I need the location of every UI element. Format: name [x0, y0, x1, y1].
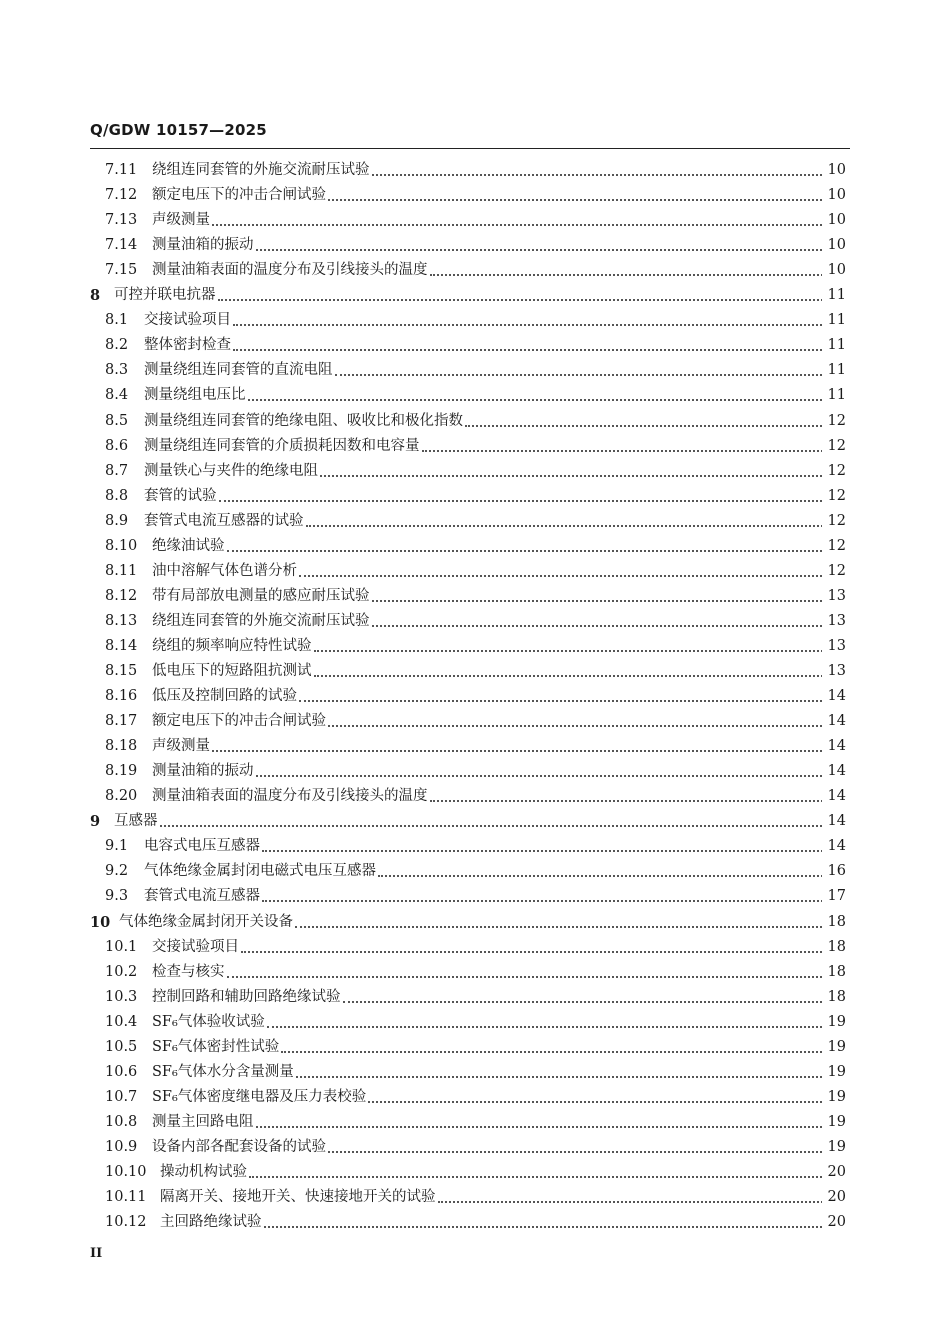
toc-entry-number: 8.11: [105, 562, 138, 579]
toc-leader-dots: [233, 349, 826, 351]
toc-entry-title: 测量油箱表面的温度分布及引线接头的温度: [152, 258, 430, 283]
toc-entry-number: 8.4: [105, 387, 129, 404]
toc-entry-number: 10.9: [105, 1138, 138, 1155]
toc-entry[interactable]: [0, 809, 950, 834]
toc-entry-page: 14: [822, 759, 846, 784]
toc-entry-page: 20: [822, 1160, 846, 1185]
toc-leader-dots: [227, 976, 826, 978]
toc-entry-number: 7.13: [105, 212, 138, 229]
toc-entry-title: 绕组连同套管的外施交流耐压试验: [152, 158, 372, 183]
toc-entry-title: 气体绝缘金属封闭电磁式电压互感器: [144, 859, 378, 884]
toc-entry-title: 低压及控制回路的试验: [152, 684, 299, 709]
toc-entry[interactable]: [0, 1035, 950, 1060]
toc-entry-title: 主回路绝缘试验: [160, 1210, 264, 1235]
document-code: Q/GDW 10157—2025: [90, 121, 267, 139]
toc-entry[interactable]: [0, 659, 950, 684]
toc-entry-number: 9.3: [105, 888, 129, 905]
toc-entry[interactable]: [0, 208, 950, 233]
toc-entry-page: 12: [822, 434, 846, 459]
toc-leader-dots: [212, 224, 826, 226]
toc-entry-page: 18: [822, 935, 846, 960]
toc-entry-number: 8.8: [105, 487, 129, 504]
toc-entry[interactable]: [0, 859, 950, 884]
toc-entry-page: 12: [822, 559, 846, 584]
toc-leader-dots: [256, 775, 826, 777]
toc-entry-page: 14: [822, 784, 846, 809]
toc-entry-title: 额定电压下的冲击合闸试验: [152, 183, 328, 208]
toc-entry-number: 8.18: [105, 738, 138, 755]
toc-leader-dots: [233, 324, 826, 326]
toc-leader-dots: [465, 425, 826, 427]
toc-entry-page: 16: [822, 859, 846, 884]
toc-leader-dots: [281, 1051, 826, 1053]
toc-entry-title: 操动机构试验: [160, 1160, 249, 1185]
toc-entry-page: 14: [822, 834, 846, 859]
toc-entry-page: 13: [822, 659, 846, 684]
toc-leader-dots: [219, 500, 826, 502]
toc-entry-page: 13: [822, 584, 846, 609]
toc-entry[interactable]: [0, 759, 950, 784]
toc-entry[interactable]: [0, 985, 950, 1010]
toc-entry-page: 10: [822, 233, 846, 258]
toc-entry-page: 11: [822, 308, 846, 333]
toc-entry[interactable]: [0, 734, 950, 759]
toc-entry[interactable]: [0, 1085, 950, 1110]
toc-leader-dots: [328, 1151, 826, 1153]
toc-entry-page: 20: [822, 1185, 846, 1210]
toc-entry-title: 套管的试验: [144, 484, 219, 509]
toc-entry-title: 气体绝缘金属封闭开关设备: [119, 910, 295, 935]
toc-leader-dots: [430, 800, 826, 802]
toc-leader-dots: [267, 1026, 826, 1028]
toc-entry-page: 11: [822, 358, 846, 383]
toc-entry-page: 12: [822, 509, 846, 534]
toc-leader-dots: [296, 1076, 826, 1078]
toc-entry-number: 10: [90, 913, 111, 931]
toc-entry-number: 8.3: [105, 362, 129, 379]
toc-entry[interactable]: [0, 634, 950, 659]
toc-leader-dots: [256, 1126, 826, 1128]
toc-entry-title: SF₆气体验收试验: [152, 1010, 267, 1035]
toc-entry-page: 10: [822, 183, 846, 208]
toc-entry-title: 低电压下的短路阻抗测试: [152, 659, 314, 684]
toc-leader-dots: [299, 700, 826, 702]
toc-entry-page: 19: [822, 1110, 846, 1135]
header-rule: [90, 148, 850, 149]
toc-leader-dots: [314, 675, 826, 677]
toc-entry-title: 测量绕组连同套管的绝缘电阻、吸收比和极化指数: [144, 409, 465, 434]
toc-entry-page: 19: [822, 1060, 846, 1085]
toc-entry[interactable]: [0, 358, 950, 383]
toc-entry-title: 整体密封检查: [144, 333, 233, 358]
toc-entry-title: 声级测量: [152, 734, 212, 759]
toc-entry-title: SF₆气体水分含量测量: [152, 1060, 296, 1085]
toc-entry-page: 18: [822, 960, 846, 985]
toc-leader-dots: [227, 550, 826, 552]
toc-entry[interactable]: [0, 709, 950, 734]
toc-entry-title: 测量绕组连同套管的直流电阻: [144, 358, 335, 383]
toc-entry-title: 互感器: [114, 809, 160, 834]
toc-entry-title: 额定电压下的冲击合闸试验: [152, 709, 328, 734]
toc-entry[interactable]: [0, 1135, 950, 1160]
toc-entry[interactable]: [0, 1060, 950, 1085]
toc-entry-number: 8.19: [105, 763, 138, 780]
toc-entry-number: 8.17: [105, 713, 138, 730]
toc-entry-title: 声级测量: [152, 208, 212, 233]
toc-leader-dots: [372, 174, 826, 176]
toc-entry[interactable]: [0, 308, 950, 333]
toc-entry-number: 8.7: [105, 462, 129, 479]
toc-entry[interactable]: [0, 484, 950, 509]
toc-entry-page: 11: [822, 333, 846, 358]
toc-leader-dots: [160, 825, 826, 827]
toc-entry[interactable]: [0, 884, 950, 909]
toc-entry-number: 8.14: [105, 637, 138, 654]
toc-entry[interactable]: [0, 283, 950, 308]
toc-entry-page: 18: [822, 985, 846, 1010]
toc-entry-number: 7.15: [105, 262, 138, 279]
toc-entry-title: 测量油箱表面的温度分布及引线接头的温度: [152, 784, 430, 809]
toc-entry-title: 测量油箱的振动: [152, 233, 256, 258]
toc-leader-dots: [328, 725, 826, 727]
toc-entry-page: 18: [822, 910, 846, 935]
toc-entry[interactable]: [0, 834, 950, 859]
toc-entry[interactable]: [0, 509, 950, 534]
toc-entry-title: 绕组的频率响应特性试验: [152, 634, 314, 659]
toc-entry-number: 7.14: [105, 237, 138, 254]
toc-leader-dots: [249, 1176, 826, 1178]
toc-entry-page: 19: [822, 1135, 846, 1160]
toc-entry-title: 交接试验项目: [152, 935, 241, 960]
toc-entry-title: 带有局部放电测量的感应耐压试验: [152, 584, 372, 609]
toc-entry-number: 10.6: [105, 1063, 138, 1080]
toc-entry[interactable]: [0, 784, 950, 809]
toc-entry-page: 12: [822, 484, 846, 509]
toc-entry-page: 12: [822, 409, 846, 434]
toc-leader-dots: [320, 475, 826, 477]
toc-entry[interactable]: [0, 609, 950, 634]
toc-entry-number: 10.4: [105, 1013, 138, 1030]
toc-entry-number: 10.7: [105, 1088, 138, 1105]
toc-entry-number: 8.13: [105, 612, 138, 629]
toc-leader-dots: [256, 249, 826, 251]
toc-entry[interactable]: [0, 584, 950, 609]
toc-leader-dots: [241, 951, 826, 953]
toc-entry-title: 测量油箱的振动: [152, 759, 256, 784]
toc-entry-title: 可控并联电抗器: [114, 283, 218, 308]
toc-entry-page: 11: [822, 383, 846, 408]
toc-entry-title: 检查与核实: [152, 960, 227, 985]
toc-entry-page: 10: [822, 258, 846, 283]
toc-leader-dots: [264, 1226, 826, 1228]
toc-entry-title: SF₆气体密度继电器及压力表校验: [152, 1085, 368, 1110]
toc-entry-title: 绝缘油试验: [152, 534, 227, 559]
toc-entry[interactable]: [0, 434, 950, 459]
toc-entry-title: 套管式电流互感器: [144, 884, 262, 909]
toc-entry[interactable]: [0, 534, 950, 559]
toc-entry[interactable]: [0, 1185, 950, 1210]
toc-entry-title: SF₆气体密封性试验: [152, 1035, 281, 1060]
toc-entry-number: 8.5: [105, 412, 129, 429]
toc-entry-page: 12: [822, 459, 846, 484]
toc-leader-dots: [262, 850, 826, 852]
toc-entry-number: 10.5: [105, 1038, 138, 1055]
toc-entry-number: 10.12: [105, 1214, 147, 1231]
toc-entry-number: 8.6: [105, 437, 129, 454]
toc-entry-page: 19: [822, 1085, 846, 1110]
toc-leader-dots: [372, 625, 826, 627]
toc-leader-dots: [438, 1201, 826, 1203]
toc-entry-page: 13: [822, 609, 846, 634]
toc-entry-number: 7.12: [105, 187, 138, 204]
toc-entry-title: 电容式电压互感器: [144, 834, 262, 859]
toc-entry[interactable]: [0, 559, 950, 584]
toc-entry-page: 14: [822, 709, 846, 734]
toc-entry-title: 交接试验项目: [144, 308, 233, 333]
toc-leader-dots: [248, 399, 826, 401]
toc-leader-dots: [378, 875, 826, 877]
toc-leader-dots: [422, 450, 826, 452]
toc-entry-page: 10: [822, 208, 846, 233]
toc-entry[interactable]: [0, 258, 950, 283]
toc-entry-number: 8.20: [105, 788, 138, 805]
toc-entry[interactable]: [0, 960, 950, 985]
toc-entry-page: 19: [822, 1035, 846, 1060]
toc-entry-page: 19: [822, 1010, 846, 1035]
toc-entry-title: 控制回路和辅助回路绝缘试验: [152, 985, 343, 1010]
toc-leader-dots: [306, 525, 826, 527]
toc-entry[interactable]: [0, 158, 950, 183]
toc-entry-number: 8.1: [105, 312, 129, 329]
toc-entry[interactable]: [0, 910, 950, 935]
toc-entry-number: 8.12: [105, 587, 138, 604]
toc-entry-title: 测量绕组连同套管的介质损耗因数和电容量: [144, 434, 422, 459]
toc-entry-number: 8.15: [105, 663, 138, 679]
toc-leader-dots: [295, 926, 826, 928]
toc-leader-dots: [314, 650, 826, 652]
toc-entry-number: 10.2: [105, 963, 138, 980]
toc-entry[interactable]: [0, 383, 950, 408]
toc-entry[interactable]: [0, 1010, 950, 1035]
toc-entry-page: 17: [822, 884, 846, 909]
toc-entry-number: 8.2: [105, 337, 129, 354]
toc-leader-dots: [430, 274, 826, 276]
toc-leader-dots: [262, 900, 826, 902]
toc-leader-dots: [299, 575, 826, 577]
toc-entry[interactable]: [0, 1160, 950, 1185]
toc-entry-title: 测量绕组电压比: [144, 383, 248, 408]
toc-leader-dots: [372, 600, 826, 602]
toc-entry[interactable]: [0, 1110, 950, 1135]
toc-leader-dots: [212, 750, 826, 752]
toc-entry-title: 设备内部各配套设备的试验: [152, 1135, 328, 1160]
toc-entry-number: 10.11: [105, 1189, 147, 1206]
toc-entry[interactable]: [0, 233, 950, 258]
toc-entry-title: 隔离开关、接地开关、快速接地开关的试验: [160, 1185, 438, 1210]
toc-entry-number: 10.1: [105, 938, 138, 955]
toc-entry-number: 10.8: [105, 1113, 138, 1130]
toc-entry[interactable]: [0, 935, 950, 960]
toc-entry[interactable]: [0, 409, 950, 434]
toc-entry-number: 8.16: [105, 688, 138, 705]
toc-entry[interactable]: [0, 459, 950, 484]
toc-entry[interactable]: [0, 333, 950, 358]
toc-leader-dots: [335, 374, 826, 376]
toc-entry[interactable]: [0, 183, 950, 208]
toc-entry-page: 13: [822, 634, 846, 659]
toc-entry-number: 9.1: [105, 838, 129, 855]
toc-entry-page: 10: [822, 158, 846, 183]
toc-entry-title: 测量主回路电阻: [152, 1110, 256, 1135]
toc-entry-page: 14: [822, 734, 846, 759]
toc-entry-number: 7.11: [105, 162, 138, 178]
toc-entry-page: 14: [822, 684, 846, 709]
toc-entry-title: 油中溶解气体色谱分析: [152, 559, 299, 584]
toc-entry-number: 8.9: [105, 512, 129, 529]
toc-entry-number: 9: [90, 813, 101, 831]
toc-entry-number: 9.2: [105, 863, 129, 880]
toc-leader-dots: [328, 199, 826, 201]
toc-entry[interactable]: [0, 684, 950, 709]
toc-entry-number: 8: [90, 287, 101, 305]
toc-entry-title: 测量铁心与夹件的绝缘电阻: [144, 459, 320, 484]
toc-entry-title: 套管式电流互感器的试验: [144, 509, 306, 534]
toc-entry-page: 20: [822, 1210, 846, 1235]
toc-leader-dots: [343, 1001, 826, 1003]
toc-entry-number: 10.3: [105, 988, 138, 1005]
toc-entry-title: 绕组连同套管的外施交流耐压试验: [152, 609, 372, 634]
page-number: II: [90, 1246, 103, 1261]
toc-leader-dots: [218, 299, 826, 301]
toc-entry-page: 12: [822, 534, 846, 559]
toc-entry-number: 8.10: [105, 537, 138, 554]
toc-entry-page: 14: [822, 809, 846, 834]
toc-entry[interactable]: [0, 1210, 950, 1235]
toc-entry-page: 11: [822, 283, 846, 308]
toc-leader-dots: [368, 1101, 826, 1103]
toc-entry-number: 10.10: [105, 1164, 147, 1180]
